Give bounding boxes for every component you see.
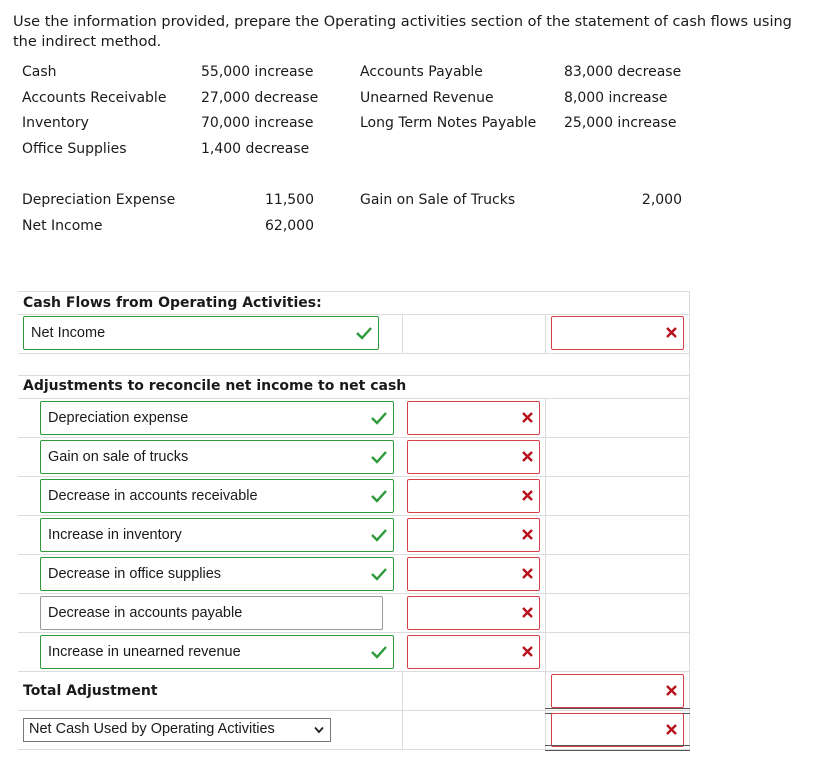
x-icon [521, 645, 534, 658]
field-text: Decrease in accounts payable [48, 605, 243, 621]
field-text: Decrease in accounts receivable [48, 488, 258, 504]
adjustment-field[interactable] [40, 479, 394, 513]
adjustment-field[interactable] [40, 635, 394, 669]
adjustment-amount-input[interactable] [407, 518, 540, 552]
info-value: 70,000 increase [201, 115, 314, 131]
x-icon [521, 450, 534, 463]
chevron-down-icon [314, 726, 324, 734]
field-text: Decrease in office supplies [48, 566, 222, 582]
info-value: 8,000 increase [564, 89, 668, 106]
net-income-amount-input[interactable] [551, 316, 684, 350]
net-cash-amount-input[interactable] [551, 713, 684, 747]
gain-label: Gain on Sale of Trucks [360, 192, 516, 208]
adjustment-amount-input[interactable] [407, 479, 540, 513]
x-icon [521, 606, 534, 619]
info-label: Office Supplies [22, 140, 127, 157]
net-income-label: Net Income [22, 218, 103, 234]
adjustment-amount-input[interactable] [407, 557, 540, 591]
field-text: Increase in inventory [48, 527, 182, 543]
x-icon [521, 528, 534, 541]
check-icon [370, 410, 388, 426]
check-icon [370, 566, 388, 582]
adjustments-title: Adjustments to reconcile net income to net cash [23, 378, 407, 394]
info-label: Accounts Payable [360, 64, 483, 80]
adjustment-amount-input[interactable] [407, 401, 540, 435]
x-icon [521, 489, 534, 502]
adjustment-amount-input[interactable] [407, 596, 540, 630]
check-icon [370, 449, 388, 465]
net-income-field[interactable] [23, 316, 379, 350]
adjustment-field[interactable] [40, 596, 383, 630]
adjustment-field[interactable] [40, 440, 394, 474]
info-left-values [201, 64, 318, 166]
info-left-labels [22, 64, 166, 166]
info-label: Unearned Revenue [360, 89, 494, 106]
total-adjustment-input[interactable] [551, 674, 684, 708]
gain-value: 2,000 [641, 192, 682, 208]
info-value: 55,000 increase [201, 64, 314, 80]
x-icon [665, 684, 678, 697]
info-value: 25,000 increase [564, 115, 677, 131]
check-icon [370, 527, 388, 543]
adjustment-field[interactable] [40, 401, 394, 435]
info-label: Accounts Receivable [22, 89, 167, 106]
info-label: Cash [22, 64, 57, 80]
info-right-values [564, 64, 681, 141]
total-adjustment-label: Total Adjustment [23, 683, 158, 699]
question-prompt: Use the information provided, prepare the Operating activities section of the statement of cash flows using the indirect method. [13, 14, 792, 50]
info-label: Inventory [22, 115, 89, 131]
check-icon [355, 325, 373, 341]
x-icon [665, 723, 678, 736]
net-income-value: 62,000 [265, 218, 314, 234]
depreciation-label: Depreciation Expense [22, 192, 176, 208]
check-icon [370, 644, 388, 660]
field-text: Net Income [31, 325, 106, 341]
adjustment-field[interactable] [40, 557, 394, 591]
x-icon [665, 326, 678, 339]
select-value: Net Cash Used by Operating Activities [29, 721, 275, 737]
info-right-labels [360, 64, 536, 141]
adjustment-amount-input[interactable] [407, 635, 540, 669]
x-icon [521, 567, 534, 580]
field-text: Depreciation expense [48, 410, 189, 426]
info-value: 27,000 decrease [201, 89, 319, 106]
double-underline [545, 745, 690, 751]
info-value: 83,000 decrease [564, 64, 682, 80]
field-text: Increase in unearned revenue [48, 644, 241, 660]
depreciation-value: 11,500 [265, 192, 314, 208]
info-label: Long Term Notes Payable [360, 115, 537, 131]
section-title: Cash Flows from Operating Activities: [23, 295, 322, 311]
check-icon [370, 488, 388, 504]
net-cash-select[interactable] [23, 718, 331, 742]
adjustment-amount-input[interactable] [407, 440, 540, 474]
adjustment-field[interactable] [40, 518, 394, 552]
field-text: Gain on sale of trucks [48, 449, 189, 465]
info-value: 1,400 decrease [201, 140, 310, 157]
x-icon [521, 411, 534, 424]
